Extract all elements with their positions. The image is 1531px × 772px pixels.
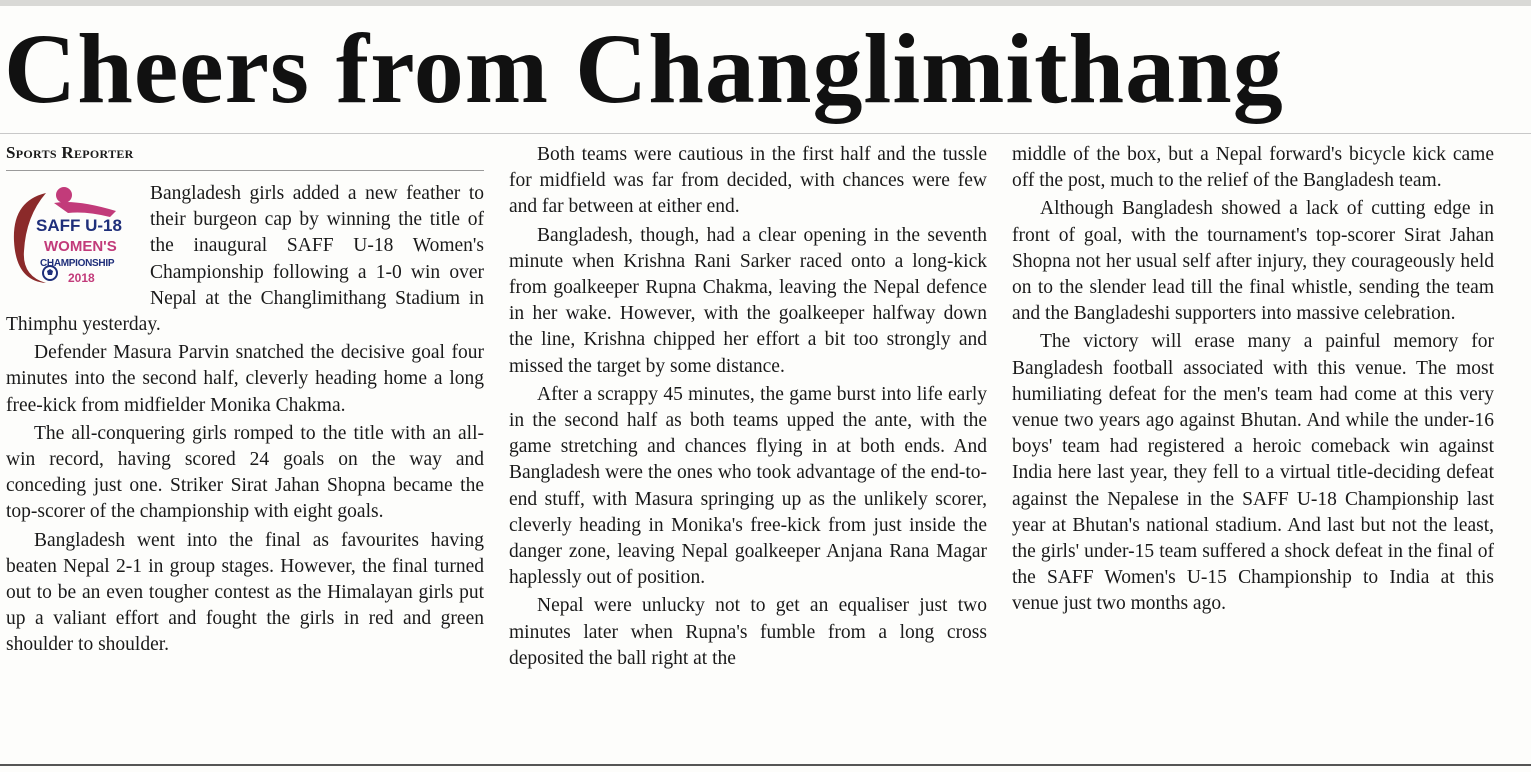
paragraph: Nepal were unlucky not to get an equaliser just two minutes later when Rupna's fumble from a long cross deposited the ball right at the (509, 595, 987, 669)
paragraph: Both teams were cautious in the first half and the tussle for midfield was far from decided, with chances were few and far between at either end. (509, 144, 987, 218)
logo-text-2: WOMEN'S (44, 238, 117, 255)
paragraph: After a scrappy 45 minutes, the game burst into life early in the second half as both teams upped the ante, with the game stretching and chances flying in at both ends. And Bangladesh were the ones who took advantage of the end-to-end stuff, with Masura springing up as the unlikely scorer, cleverly heading in Monika's free-kick from just inside the danger zone, leaving Nepal goalkeeper Anjana Rana Magar haplessly out of position. (509, 383, 987, 589)
paragraph: Defender Masura Parvin snatched the decisive goal four minutes into the second half, cleverly heading home a long free-kick from midfielder Monika Chakma. (6, 342, 484, 416)
paragraph: The victory will erase many a painful memory for Bangladesh football associated with this venue. The most humiliating defeat for the men's team had come at this very venue two years ago against Bhutan. And while the under-16 boys' team had registered a heroic comeback win against India here last year, they fell to a virtual title-deciding defeat against the Nepalese in the SAFF U-18 Championship last year at Bhutan's national stadium. And last but not the least, the girls' under-15 team suffered a shock defeat in the final of the SAFF Women's U-15 Championship to India at this venue just two months ago. (1012, 331, 1494, 615)
paragraph: Bangladesh went into the final as favourites having beaten Nepal 2-1 in group stages. However, the final turned out to be an even tougher contest as the Himalayan girls put up a valiant effort and fought the girls in red and green shoulder to shoulder. (6, 529, 484, 656)
paragraph: Although Bangladesh showed a lack of cutting edge in front of goal, with the tournament's top-scorer Sirat Jahan Shopna not her usual self after injury, they courageously held on to the slender lead till the final whistle, sending the team and the Bangladeshi supporters into massive celebration. (1012, 198, 1494, 325)
logo-text-3: CHAMPIONSHIP (40, 258, 115, 269)
championship-logo (6, 181, 142, 291)
bottom-rule (0, 764, 1531, 766)
column-1 (6, 142, 484, 661)
byline (6, 142, 484, 171)
headline-rule (0, 133, 1531, 134)
column-3 (1012, 142, 1494, 620)
byline-text: Sports Reporter (6, 143, 134, 162)
logo-text-4: 2018 (68, 271, 95, 285)
logo-text-1: SAFF U-18 (36, 216, 122, 235)
headline: Cheers from Changlimithang (4, 13, 1284, 124)
column-2 (509, 142, 987, 674)
top-rule (0, 0, 1531, 6)
logo-player-head (56, 187, 72, 203)
paragraph: Bangladesh girls added a new feather to their burgeon cap by winning the title of the inaugural SAFF U-18 Women's Championship following a 1-0 win over Nepal at the Changlimithang Stadium in Thimphu yesterday. (6, 183, 484, 336)
paragraph: The all-conquering girls romped to the title with an all-win record, having scored 24 goals on the way and conceding just one. Striker Sirat Jahan Shopna became the top-scorer of the championship with eight goals. (6, 422, 484, 523)
paragraph: Bangladesh, though, had a clear opening in the seventh minute when Krishna Rani Sarker raced onto a long-kick from goalkeeper Rupna Chakma, leaving the Nepal defence in her wake. However, with the goalkeeper halfway down the line, Krishna chipped her effort a bit too strongly and missed the target by some distance. (509, 224, 987, 377)
paragraph: middle of the box, but a Nepal forward's bicycle kick came off the post, much to the relief of the Bangladesh team. (1012, 144, 1494, 192)
